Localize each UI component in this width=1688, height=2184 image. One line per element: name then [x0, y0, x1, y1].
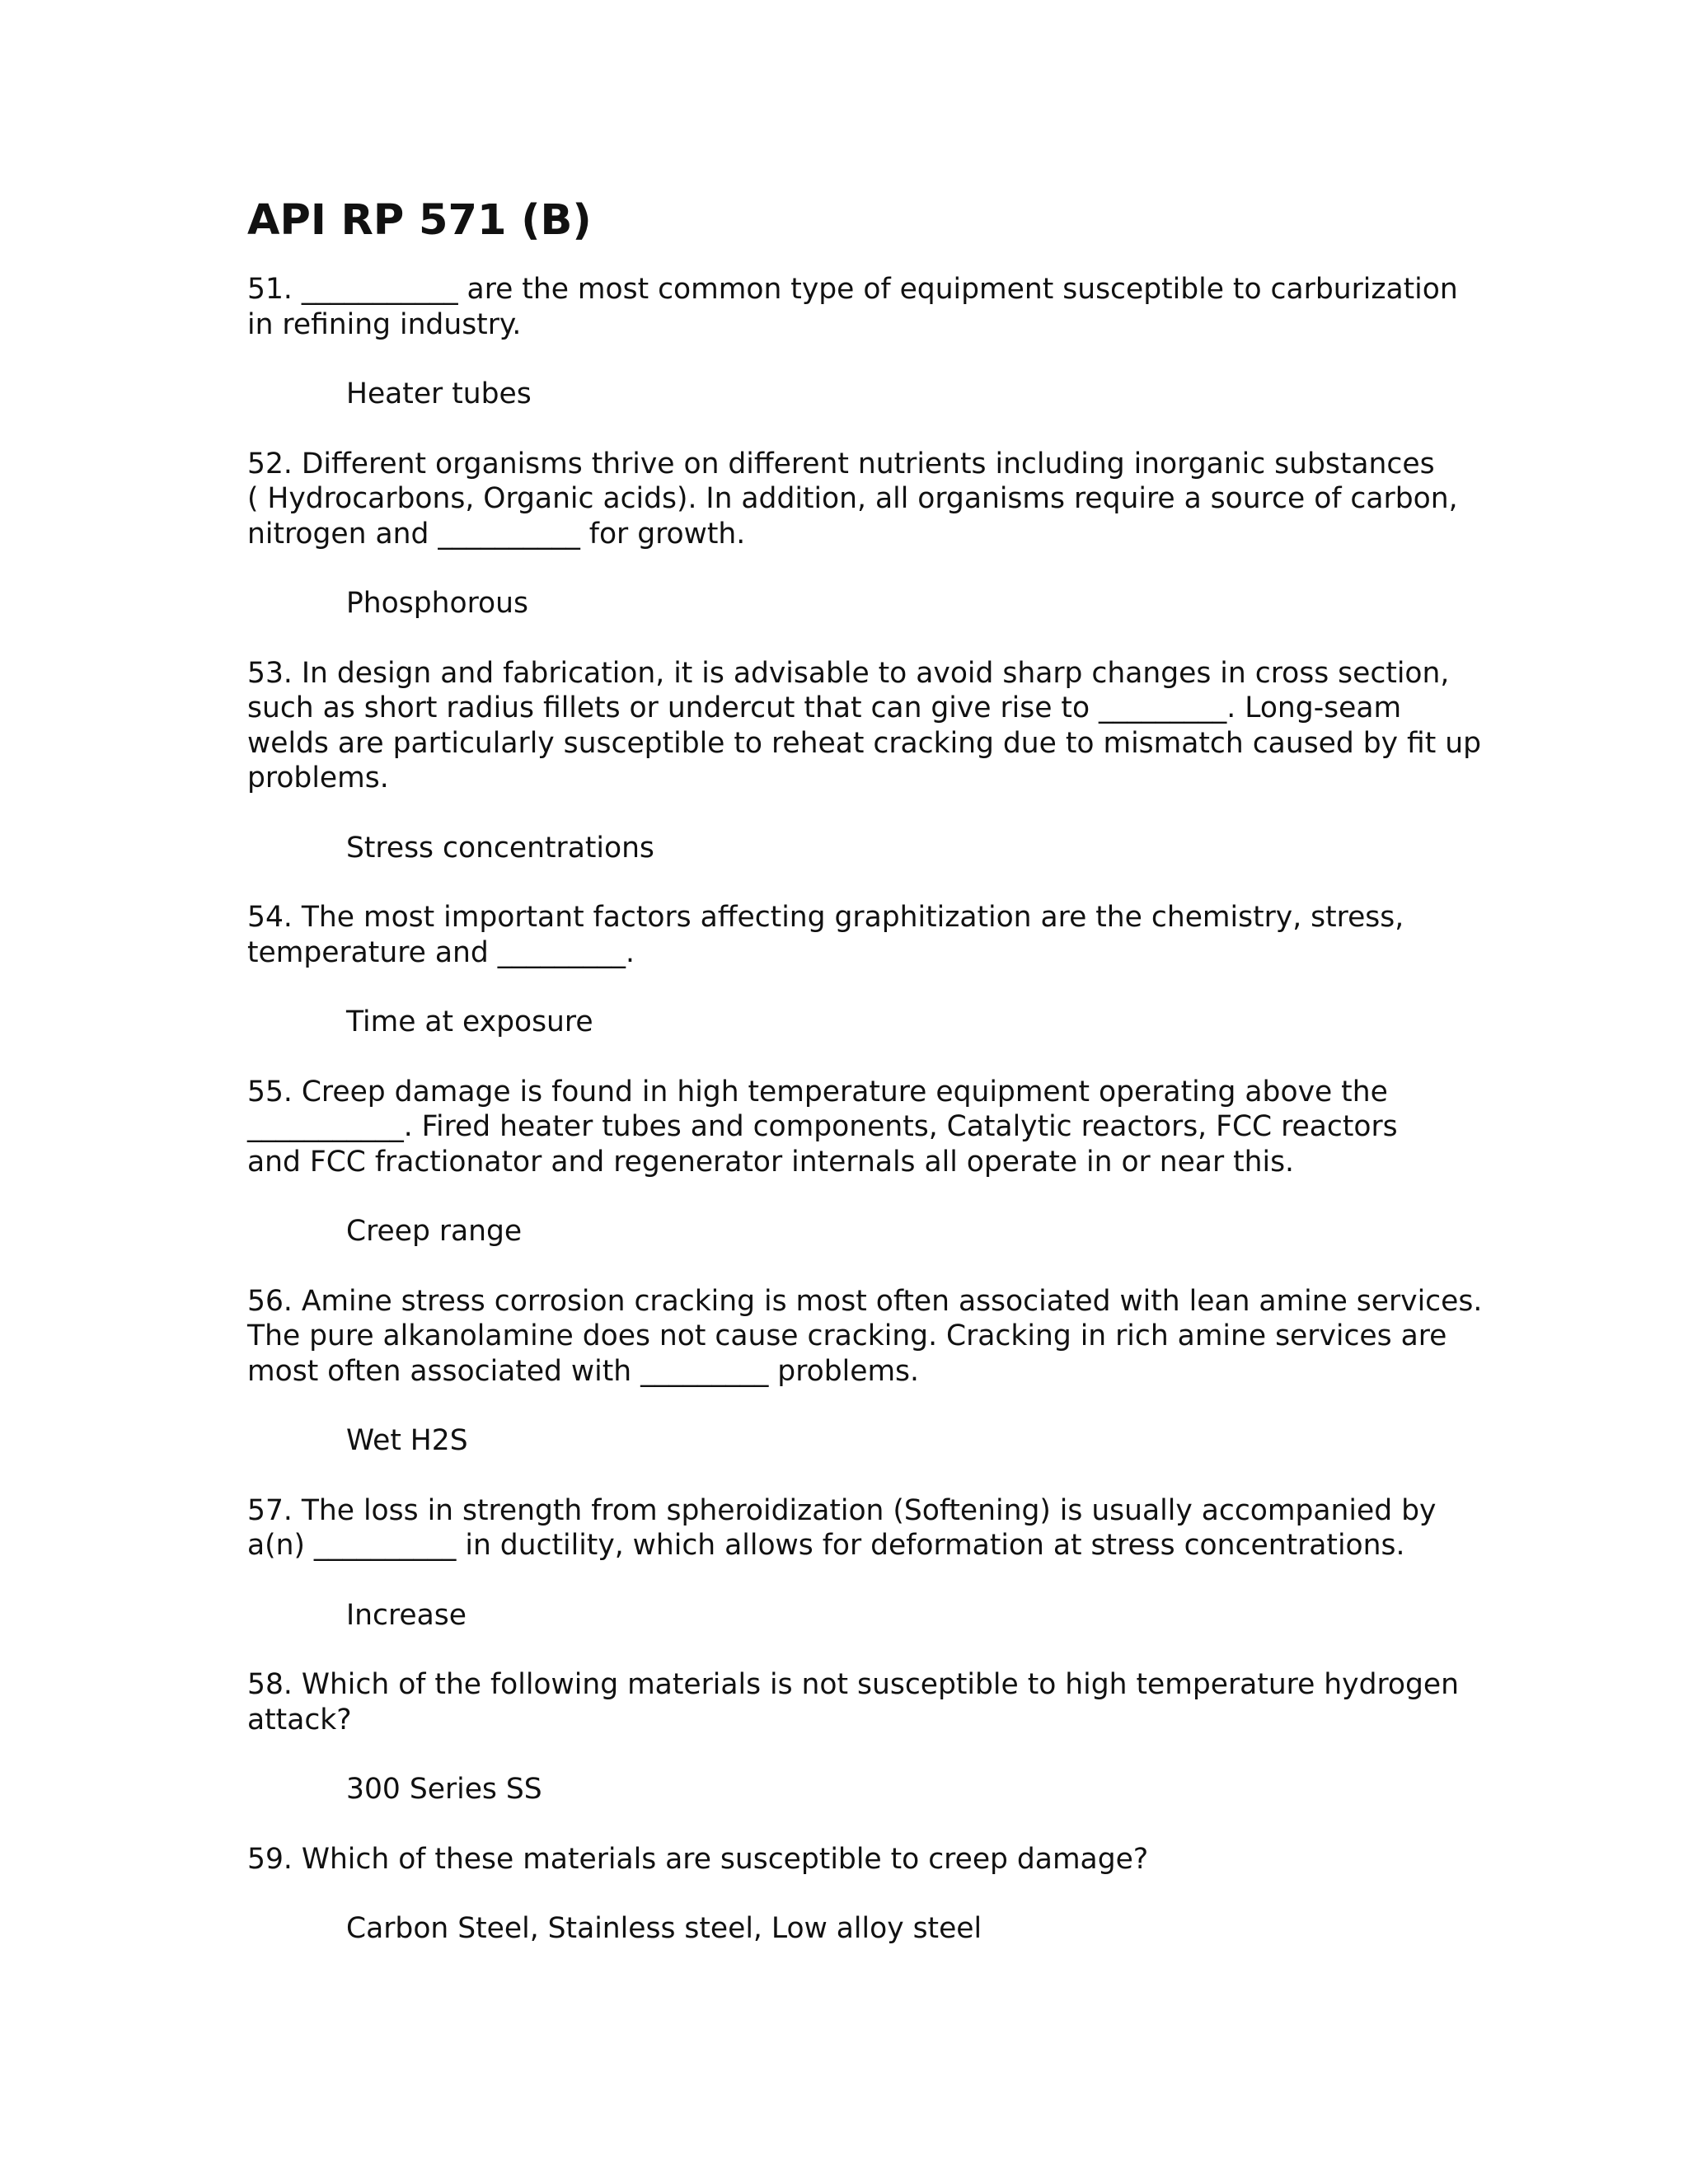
answer-text: Time at exposure — [346, 1005, 593, 1038]
question-line: a(n) __________ in ductility, which allows for deformation at stress concentrations. — [247, 1529, 1405, 1562]
question-text — [247, 656, 1482, 796]
question-line: attack? — [247, 1703, 352, 1736]
question-line: ___________. Fired heater tubes and components, Catalytic reactors, FCC reactors — [247, 1110, 1398, 1143]
question-line: 58. Which of the following materials is not susceptible to high temperature hydrogen — [247, 1668, 1460, 1701]
question-line: such as short radius fillets or undercut that can give rise to _________. Long-seam — [247, 691, 1402, 724]
question-item-57 — [247, 1493, 1451, 1633]
answer-text: Carbon Steel, Stainless steel, Low alloy steel — [346, 1912, 982, 1945]
question-text — [247, 1075, 1451, 1180]
question-text — [247, 1284, 1483, 1390]
question-line: 55. Creep damage is found in high temperature equipment operating above the — [247, 1075, 1388, 1108]
answer-text: 300 Series SS — [346, 1773, 542, 1806]
question-item-54 — [247, 900, 1451, 1040]
question-item-51 — [247, 272, 1458, 412]
question-item-59 — [247, 1842, 1451, 1947]
question-line: and FCC fractionator and regenerator internals all operate in or near this. — [247, 1145, 1295, 1179]
question-line: problems. — [247, 762, 389, 794]
question-line: The pure alkanolamine does not cause cracking. Cracking in rich amine services are — [247, 1319, 1447, 1352]
question-item-55 — [247, 1075, 1451, 1249]
question-text — [247, 447, 1458, 552]
question-text — [247, 1493, 1451, 1563]
question-line: most often associated with _________ problems. — [247, 1354, 919, 1388]
question-item-52 — [247, 447, 1458, 621]
question-line: nitrogen and __________ for growth. — [247, 517, 746, 551]
question-line: 51. ___________ are the most common type of equipment susceptible to carburization — [247, 273, 1458, 306]
question-item-53 — [247, 656, 1482, 866]
answer-text: Stress concentrations — [346, 831, 654, 865]
question-line: 53. In design and fabrication, it is advisable to avoid sharp changes in cross section, — [247, 656, 1450, 690]
question-line: temperature and _________. — [247, 935, 635, 969]
question-text — [247, 272, 1458, 342]
document-page — [247, 196, 1483, 1981]
question-line: welds are particularly susceptible to reheat cracking due to mismatch caused by fit up — [247, 726, 1482, 760]
question-line: 52. Different organisms thrive on different nutrients including inorganic substances — [247, 447, 1435, 480]
answer-text: Creep range — [346, 1215, 523, 1248]
answer-text: Phosphorous — [346, 587, 528, 620]
answer-text: Heater tubes — [346, 377, 532, 410]
answer-text: Wet H2S — [346, 1424, 468, 1457]
answer-text: Increase — [346, 1598, 467, 1632]
question-line: 59. Which of these materials are susceptible to creep damage? — [247, 1842, 1149, 1876]
question-line: 56. Amine stress corrosion cracking is most often associated with lean amine services. — [247, 1284, 1483, 1318]
question-line: ( Hydrocarbons, Organic acids). In addition, all organisms require a source of carbon, — [247, 482, 1458, 515]
question-text — [247, 900, 1451, 970]
question-line: in refining industry. — [247, 307, 522, 341]
question-item-58 — [247, 1667, 1460, 1807]
question-text — [247, 1842, 1451, 1877]
question-line: 54. The most important factors affecting graphitization are the chemistry, stress, — [247, 901, 1404, 934]
question-item-56 — [247, 1284, 1483, 1459]
document-title: API RP 571 (B) — [247, 196, 592, 245]
question-text — [247, 1667, 1460, 1737]
question-line: 57. The loss in strength from spheroidization (Softening) is usually accompanied by — [247, 1493, 1437, 1527]
